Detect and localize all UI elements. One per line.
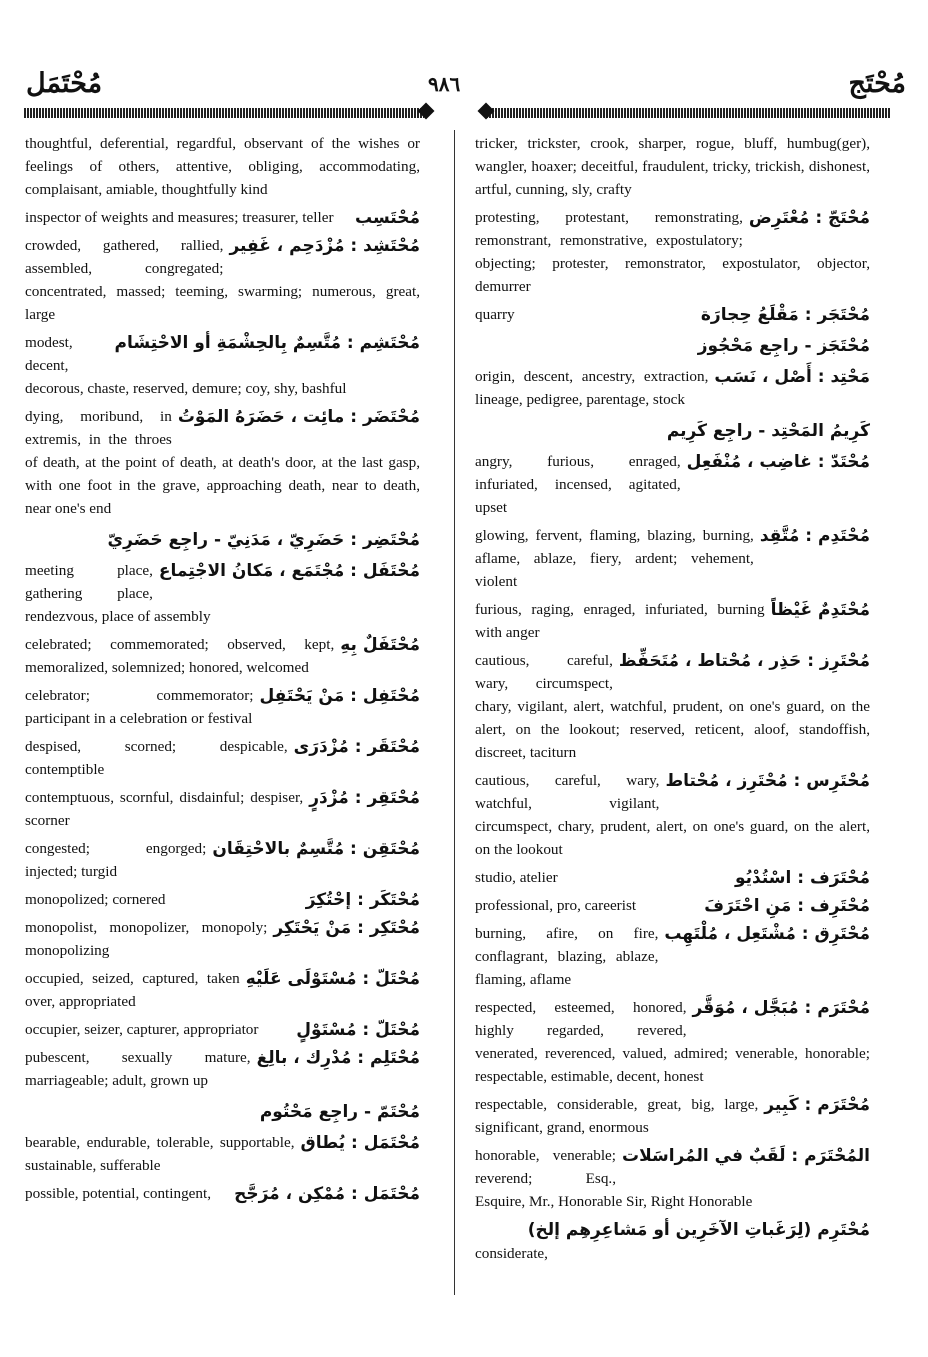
english-definition: congested; engorged; injected; turgid <box>25 840 207 880</box>
cross-reference-line: مُحْتَجَز - راجِع مَحْجُوز <box>697 336 870 356</box>
english-definition: pubescent, sexually mature, marriageable; adult, grown up <box>25 1049 251 1089</box>
english-definition: dying, moribund, in extremis, in the throes of death, at the point of death, at death's door, at the last gasp, with one foot in the grave, approaching death, near to death, near one's end <box>25 408 420 517</box>
dictionary-entry <box>25 206 420 229</box>
dictionary-entry <box>475 524 870 593</box>
arabic-headword: مُحْتَفَل : مُجْتَمَع ، مَكانُ الاجْتِماع <box>158 561 420 581</box>
left-guide-word: مُحْتَمَل <box>26 68 103 98</box>
english-definition: occupied, seized, captured, taken over, appropriated <box>25 970 240 1010</box>
english-definition: furious, raging, enraged, infuriated, burning with anger <box>475 601 765 641</box>
dictionary-entry <box>25 331 420 400</box>
dictionary-entry <box>25 684 420 730</box>
english-definition: protesting, protestant, remonstrating, remonstrant, remonstrative, expostulatory; objecting; protester, remonstrator, expostulator, objector, demurrer <box>475 209 870 295</box>
english-definition: occupier, seizer, capturer, appropriator <box>25 1021 259 1038</box>
arabic-headword: مُحْتَسِب <box>354 208 420 228</box>
english-definition: despised, scorned; despicable, contemptible <box>25 738 288 778</box>
english-definition: angry, furious, enraged, infuriated, incensed, agitated, upset <box>475 453 681 516</box>
right-column <box>475 132 870 1270</box>
arabic-headword: مُحْتَدّ : غاضِب ، مُنْفَعِل <box>686 452 870 472</box>
english-definition: crowded, gathered, rallied, assembled, congregated; concentrated, massed; teeming, swarming; numerous, great, large <box>25 237 420 323</box>
dictionary-entry <box>475 303 870 326</box>
english-definition: modest, decent, decorous, chaste, reserved, demure; coy, shy, bashful <box>25 334 347 397</box>
dictionary-entry <box>475 132 870 201</box>
english-definition: honorable, venerable; reverend; Esq., Esquire, Mr., Honorable Sir, Right Honorable <box>475 1147 753 1210</box>
english-definition: quarry <box>475 306 515 323</box>
dictionary-entry <box>25 234 420 326</box>
dictionary-entry <box>25 633 420 679</box>
english-definition: bearable, endurable, tolerable, supportable, sustainable, sufferable <box>25 1134 295 1174</box>
english-definition: monopolized; cornered <box>25 891 166 908</box>
dictionary-entry <box>25 132 420 201</box>
arabic-headword: مُحْتَرِز : حَذِر ، مُحْتاط ، مُتَحَفِّظ <box>618 651 870 671</box>
english-definition: professional, pro, careerist <box>475 897 637 914</box>
arabic-headword: مُحْتَلّ : مُسْتَوْلَى عَلَيْهِ <box>245 969 420 989</box>
dictionary-entry <box>475 365 870 411</box>
dictionary-entry <box>25 405 420 520</box>
arabic-headword: مُحْتَرَم : كَبِير <box>764 1095 870 1115</box>
dictionary-entry <box>25 967 420 1013</box>
arabic-headword: مُحْتَلّ : مُسْتَوْلٍ <box>296 1020 420 1040</box>
dictionary-entry <box>25 916 420 962</box>
english-definition: celebrated; commemorated; observed, kept, memoralized, solemnized; honored, welcomed <box>25 636 335 676</box>
dictionary-entry <box>25 1182 420 1205</box>
arabic-headword: مُحْتَرِم (لِرَغَباتِ الآخَرِين أو مَشاعِرِهِم إلخ) <box>527 1220 870 1240</box>
arabic-headword: مُحْتَقِن : مُتَّسِمٌ بالاحْتِقَان <box>212 839 420 859</box>
dictionary-entry <box>25 559 420 628</box>
dictionary-entry <box>25 1046 420 1092</box>
english-definition: studio, atelier <box>475 869 558 886</box>
english-definition: respected, esteemed, honored, highly regarded, revered, venerated, reverenced, valued, admired; venerable, honorable; respectable, estimable, decent, honest <box>475 999 870 1085</box>
dictionary-entry <box>475 1093 870 1139</box>
column-divider <box>454 130 455 1295</box>
dictionary-entry <box>475 649 870 764</box>
left-column <box>25 132 420 1210</box>
english-definition: cautious, careful, wary, watchful, vigilant, circumspect, chary, prudent, alert, on one's guard, on the alert, on the lookout <box>475 772 870 858</box>
arabic-headword: مُحْتَلِم : مُدْرِك ، بالِغ <box>256 1048 420 1068</box>
arabic-headword: مُحْتَرِف : مَنِ احْتَرَفَ <box>704 896 870 916</box>
dictionary-entry <box>475 894 870 917</box>
arabic-headword: مَحْتِد : أَصْل ، نَسَب <box>714 367 870 387</box>
dictionary-entry <box>25 837 420 883</box>
english-definition: burning, afire, on fire, conflagrant, blazing, ablaze, flaming, aflame <box>475 925 659 988</box>
right-guide-word: مُحْتَج <box>848 68 906 98</box>
dictionary-entry <box>475 1218 870 1265</box>
dictionary-entry <box>25 1131 420 1177</box>
arabic-headword: المُحْتَرَم : لَقَبٌ في المُراسَلات <box>622 1146 870 1166</box>
dictionary-entry <box>25 888 420 911</box>
dictionary-entry <box>475 450 870 519</box>
arabic-headword: مُحْتَفِل : مَنْ يَحْتَفِل <box>259 686 420 706</box>
english-definition: origin, descent, ancestry, extraction, lineage, pedigree, parentage, stock <box>475 368 709 408</box>
arabic-headword: مُحْتَدِم : مُتَّقِد <box>759 526 870 546</box>
cross-reference-line: مُحْتَمّ - راجِع مَحْتُوم <box>259 1102 420 1122</box>
cross-reference-line: كَرِيمُ المَحْتِد - راجِع كَرِيم <box>666 421 870 441</box>
arabic-headword: مُحْتَدِمٌ غَيْظاً <box>770 600 870 620</box>
arabic-headword: مُحْتَقَر : مُزْدَرَى <box>293 737 420 757</box>
arabic-headword: مُحْتَرِق : مُشْتَعِل ، مُلْتَهِب <box>664 924 870 944</box>
english-definition: considerate, <box>475 1245 548 1262</box>
dictionary-entry <box>475 598 870 644</box>
dictionary-entry <box>475 922 870 991</box>
arabic-headword: مُحْتَجّ : مُعْتَرِض <box>748 208 870 228</box>
english-definition: celebrator; commemorator; participant in a celebration or festival <box>25 687 254 727</box>
dictionary-entry <box>475 1144 870 1213</box>
english-definition: tricker, trickster, crook, sharper, rogue, bluff, humbug(ger), wangler, hoaxer; deceitful, fraudulent, tricky, trickish, dishonest, artful, cunning, sly, crafty <box>475 135 870 198</box>
english-definition: thoughtful, deferential, regardful, observant of the wishes or feelings of others, attentive, obliging, accommodating, complaisant, amiable, thoughtfully kind <box>25 135 420 198</box>
arabic-headword: مُحْتَضَر : مائِت ، حَضَرَهُ المَوْتُ <box>177 407 420 427</box>
page-number: ٩٨٦ <box>428 74 461 96</box>
english-definition: cautious, careful, wary, circumspect, chary, vigilant, alert, watchful, prudent, on one's guard, on the alert, on the lookout; reserved, reticent, aloof, standoffish, discreet, taciturn <box>475 652 870 761</box>
arabic-headword: مُحْتَكَر : إحْتُكِرَ <box>305 890 420 910</box>
arabic-headword: مُحْتَشِد : مُزْدَحِم ، غَفِير <box>229 236 420 256</box>
arabic-headword: مُحْتَقِر : مُزْدَرٍ <box>309 788 420 808</box>
arabic-headword: مُحْتَمَل : مُمْكِن ، مُرَجَّح <box>234 1184 420 1204</box>
english-definition: contemptuous, scornful, disdainful; despiser, scorner <box>25 789 304 829</box>
dictionary-entry <box>475 866 870 889</box>
english-definition: monopolist, monopolizer, monopoly; monopolizing <box>25 919 268 959</box>
english-definition: possible, potential, contingent, <box>25 1185 212 1202</box>
dictionary-entry <box>25 786 420 832</box>
arabic-headword: مُحْتَمَل : يُطاق <box>300 1133 420 1153</box>
dictionary-entry <box>25 735 420 781</box>
page-header <box>0 68 928 102</box>
arabic-headword: مُحْتَفَلٌ بِهِ <box>340 635 420 655</box>
arabic-headword: مُحْتَشِم : مُتَّسِمٌ بِالحِشْمَةِ أو الاحْتِشَام <box>114 333 420 353</box>
dictionary-entry <box>475 769 870 861</box>
dictionary-entry <box>25 1018 420 1041</box>
english-definition: inspector of weights and measures; treasurer, teller <box>25 209 334 226</box>
english-definition: meeting place, gathering place, rendezvous, place of assembly <box>25 562 211 625</box>
arabic-headword: مُحْتَجَر : مَقْلَعُ حِجارَة <box>700 305 870 325</box>
arabic-headword: مُحْتَرَم : مُبَجَّل ، مُوَقَّر <box>692 998 870 1018</box>
arabic-headword: مُحْتَرَف : اسْتُدْيُو <box>734 868 870 888</box>
header-rule-right <box>486 108 890 118</box>
english-definition: respectable, considerable, great, big, large, significant, grand, enormous <box>475 1096 759 1136</box>
dictionary-entry <box>475 996 870 1088</box>
arabic-headword: مُحْتَرِس : مُحْتَرِز ، مُحْتاط <box>665 771 870 791</box>
english-definition: glowing, fervent, flaming, blazing, burning, aflame, ablaze, fiery, ardent; vehement, violent <box>475 527 754 590</box>
header-rule-left <box>24 108 424 118</box>
arabic-headword: مُحْتَكِر : مَنْ يَحْتَكِر <box>273 918 420 938</box>
dictionary-entry <box>475 206 870 298</box>
cross-reference-line: مُحْتَضِر : حَضَرِيّ ، مَدَنِيّ - راجِع حَضَرِيّ <box>107 530 420 550</box>
